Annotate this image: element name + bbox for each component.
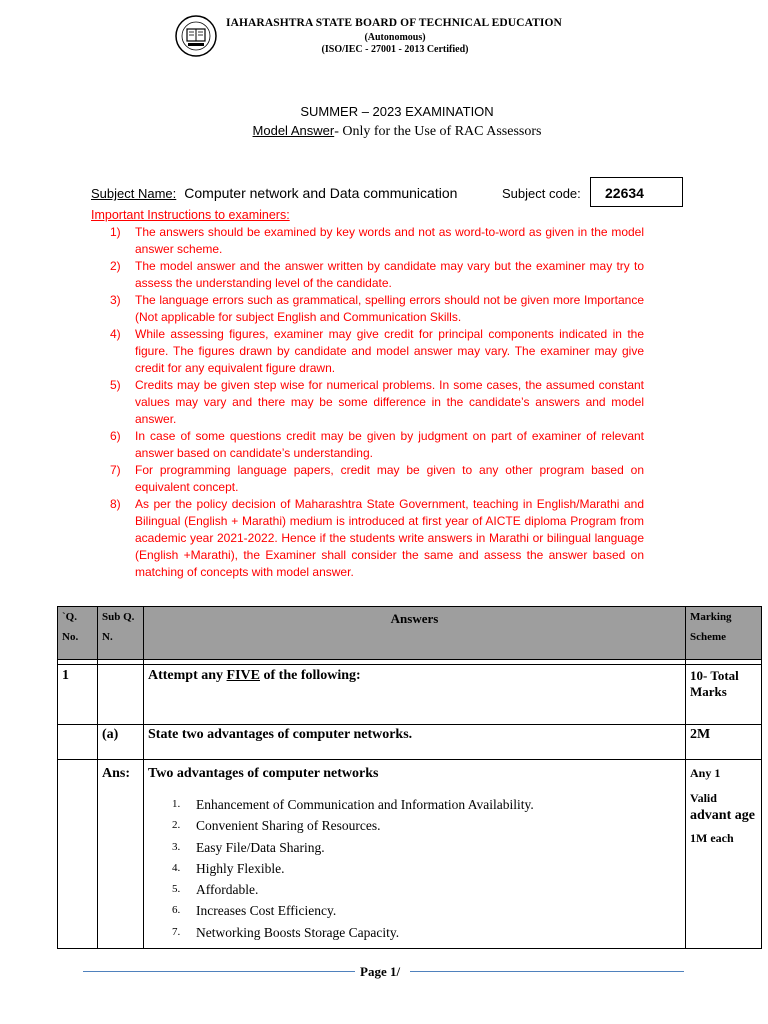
- instruction-item: [110, 428, 644, 462]
- instructions-list: [110, 224, 644, 581]
- list-item: [172, 922, 681, 943]
- list-item-text: Convenient Sharing of Resources.: [196, 818, 381, 834]
- instruction-number: 5): [110, 378, 121, 392]
- board-name: IAHARASHTRA STATE BOARD OF TECHNICAL EDUCATION: [226, 17, 562, 29]
- list-item-number: 2.: [172, 819, 181, 832]
- list-item-text: Enhancement of Communication and Information Availability.: [196, 797, 534, 812]
- header-answers: Answers: [144, 607, 686, 660]
- instruction-item: [110, 292, 644, 326]
- header-subqno: Sub Q. N.: [98, 607, 144, 660]
- marking-line-3: advant age: [690, 808, 755, 823]
- header-marking-scheme: Marking Scheme: [686, 607, 762, 660]
- subject-name-row: [91, 185, 457, 201]
- list-item-text: Highly Flexible.: [196, 860, 285, 876]
- instruction-text: The language errors such as grammatical, spelling errors should not be given more Importance (Not applicable for subject English and Communication Skills.: [135, 293, 644, 324]
- question-marks: 10- Total Marks: [686, 665, 762, 725]
- instruction-text: The model answer and the answer written by candidate may vary but the examiner may try to assess the understanding level of the candidate.: [135, 259, 644, 290]
- instruction-number: 2): [110, 259, 121, 273]
- autonomous-label: (Autonomous): [364, 32, 426, 43]
- answer-body: [144, 760, 686, 949]
- model-answer-label: Model Answer: [252, 123, 335, 138]
- instruction-item: [110, 224, 644, 258]
- question-row: [58, 665, 762, 725]
- instruction-text: Credits may be given step wise for numerical problems. In some cases, the assumed constant values may vary and there may be some difference in the candidate’s answers and model answer.: [135, 378, 644, 426]
- list-item-text: Easy File/Data Sharing.: [196, 839, 325, 855]
- marking-line-2: Valid: [690, 791, 717, 805]
- list-item: [172, 879, 681, 900]
- marking-line-1: Any 1: [690, 766, 721, 780]
- model-answer-suffix: - Only for the Use of RAC Assessors: [334, 124, 542, 139]
- instruction-item: [110, 377, 644, 428]
- answer-table: [57, 606, 762, 949]
- footer-divider-left: [83, 971, 355, 972]
- instruction-text: While assessing figures, examiner may give credit for principal components indicated in the figure. The figures drawn by candidate and model answer may vary. The examiner may give credit for any equivalent figure drawn.: [135, 327, 644, 375]
- list-item-number: 6.: [172, 904, 181, 917]
- instruction-number: 6): [110, 429, 121, 443]
- list-item: [172, 815, 681, 836]
- instruction-text: In case of some questions credit may be given by judgment on part of examiner of relevant answer based on candidate’s understanding.: [135, 429, 644, 460]
- marking-line-4: 1M each: [690, 831, 734, 845]
- list-item-text: Increases Cost Efficiency.: [196, 903, 337, 919]
- list-item-number: 7.: [172, 925, 181, 938]
- instruction-text: The answers should be examined by key words and not as word-to-word as given in the model answer scheme.: [135, 225, 644, 256]
- subject-code-box: 22634: [590, 177, 683, 207]
- instruction-text: For programming language papers, credit may be given to any other program based on equivalent concept.: [135, 463, 644, 494]
- subquestion-number: (a): [98, 725, 144, 760]
- table-header-row: [58, 607, 762, 660]
- list-item-number: 1.: [172, 798, 181, 810]
- subquestion-row: [58, 725, 762, 760]
- model-answer-heading: [0, 123, 768, 140]
- list-item: [172, 837, 681, 858]
- instruction-number: 4): [110, 327, 121, 341]
- page-number: Page 1/: [360, 964, 401, 979]
- subquestion-marks: 2M: [686, 725, 762, 760]
- instruction-item: [110, 326, 644, 377]
- instructions-title: Important Instructions to examiners:: [91, 208, 290, 222]
- list-item: [172, 858, 681, 879]
- answer-row: [58, 760, 762, 949]
- list-item-text: Networking Boosts Storage Capacity.: [196, 924, 400, 940]
- iso-certification: (ISO/IEC - 27001 - 2013 Certified): [321, 44, 469, 55]
- header-qno: `Q. No.: [58, 607, 98, 660]
- instruction-number: 7): [110, 463, 121, 477]
- instruction-item: [110, 258, 644, 292]
- subject-name-label: Subject Name:: [91, 186, 177, 201]
- answer-title: Two advantages of computer networks: [148, 766, 379, 781]
- question-number: 1: [58, 665, 98, 725]
- list-item-number: 5.: [172, 883, 181, 896]
- answer-label: Ans:: [98, 760, 144, 949]
- question-text: Attempt any FIVE of the following:: [144, 665, 686, 725]
- list-item-number: 4.: [172, 861, 181, 874]
- advantages-list: [148, 794, 681, 943]
- list-item: [172, 900, 681, 921]
- subquestion-text: State two advantages of computer networks.: [144, 725, 686, 760]
- instruction-number: 1): [110, 225, 121, 239]
- instruction-item: [110, 462, 644, 496]
- instruction-number: 8): [110, 497, 121, 511]
- instruction-text: As per the policy decision of Maharashtra State Government, teaching in English/Marathi and Bilingual (English + Marathi) medium is introduced at first year of AICTE diploma Program from academic year 2021-2022. Hence if the students write answers in Marathi or bilingual language (English +Marathi), the Examiner shall consider the same and assess the answer based on matching of concepts with model answer.: [135, 497, 644, 579]
- instruction-number: 3): [110, 293, 121, 307]
- footer-divider-right: [410, 971, 684, 972]
- list-item-text: Affordable.: [196, 882, 259, 898]
- instruction-item: [110, 496, 644, 581]
- exam-title: SUMMER – 2023 EXAMINATION: [300, 104, 494, 119]
- question-emphasis: FIVE: [226, 668, 260, 683]
- list-item-number: 3.: [172, 840, 181, 853]
- answer-marking: [686, 760, 762, 949]
- subject-code-label: Subject code:: [502, 186, 581, 201]
- list-item: [172, 794, 681, 815]
- subject-name-value: Computer network and Data communication: [184, 185, 458, 201]
